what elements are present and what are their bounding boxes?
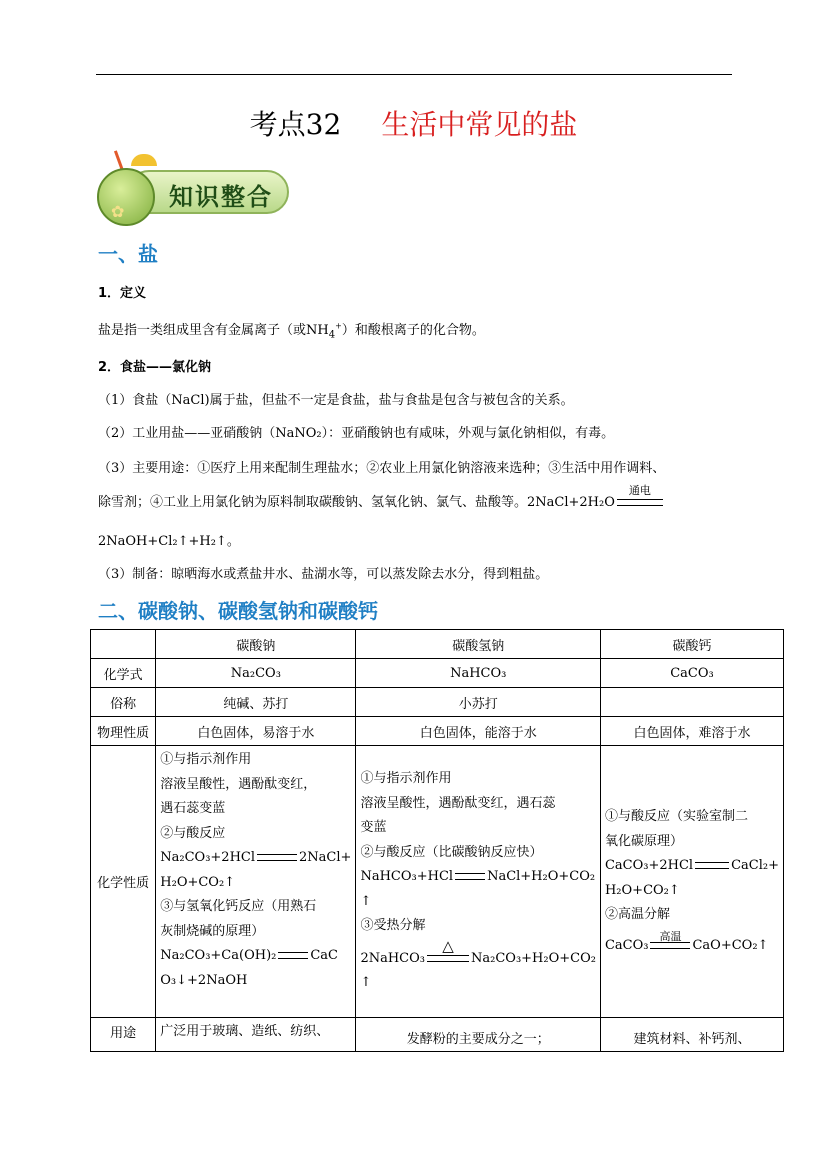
table-cell: CaCO₃ <box>600 659 783 688</box>
definition-text <box>98 319 485 341</box>
salt-line-5: 2NaOH+Cl₂↑+H₂↑。 <box>98 534 240 549</box>
cell-line: H₂O+CO₂↑ <box>604 882 680 898</box>
table-cell: 广泛用于玻璃、造纸、纺织、 <box>156 1018 356 1052</box>
cell-line: ②高温分解 <box>604 907 670 922</box>
cell-line <box>160 944 351 969</box>
equation-right: NaCl+H₂O+CO₂ <box>487 869 596 885</box>
equals-sign <box>455 873 485 880</box>
ion-sup: + <box>335 321 342 331</box>
salt-line-1: （1）食盐（NaCl)属于盐，但盐不一定是食盐，盐与食盐是包含与被包含的关系。 <box>98 393 574 408</box>
table-cell <box>356 746 601 1018</box>
flower-icon: ✿ <box>111 202 125 221</box>
equation-left: CaCO₃ <box>604 937 649 953</box>
cell-line: ③与氢氧化钙反应（用熟石 <box>160 899 317 914</box>
row-label: 俗称 <box>91 688 156 717</box>
row-label: 物理性质 <box>91 717 156 746</box>
table-row <box>91 688 784 717</box>
table-row <box>91 659 784 688</box>
definition-title: 1．定义 <box>98 286 147 301</box>
table-cell: 纯碱、苏打 <box>156 688 356 717</box>
cell-line: ①与指示剂作用 <box>360 771 452 787</box>
column-header: 碳酸钙 <box>600 630 783 659</box>
table-cell: 建筑材料、补钙剂、 <box>600 1018 783 1052</box>
badge-label: 知识整合 <box>169 183 273 211</box>
table-cell <box>600 688 783 717</box>
cell-line: 灰制烧碱的原理） <box>160 923 265 939</box>
equation-left: Na₂CO₃+2HCl <box>160 850 256 865</box>
equation-right: 2NaCl+ <box>299 850 352 865</box>
definition-text-a: 盐是指一类组成里含有金属离子（或 <box>98 323 307 338</box>
cell-line: O₃↓+2NaOH <box>160 972 248 988</box>
cell-line: ③受热分解 <box>360 918 426 934</box>
knowledge-badge <box>97 150 287 224</box>
equals-sign <box>617 484 663 506</box>
table-row <box>91 717 784 746</box>
table-cell: 白色固体，能溶于水 <box>356 717 601 746</box>
equals-sign <box>427 936 469 962</box>
equation-left: CaCO₃+2HCl <box>604 858 694 873</box>
table-cell: Na₂CO₃ <box>156 659 356 688</box>
header-rule <box>96 74 732 75</box>
section1-heading: 一、盐 <box>98 242 158 266</box>
cell-line: ②与酸反应（比碳酸钠反应快） <box>360 844 543 860</box>
table-row <box>91 630 784 659</box>
row-label: 用途 <box>91 1018 156 1052</box>
high-temp-condition: 高温 <box>659 929 682 943</box>
coconut-icon <box>97 168 155 226</box>
table-cell: 发酵粉的主要成分之一； <box>356 1018 601 1052</box>
equation-left: 2NaHCO₃ <box>360 950 425 966</box>
table-cell <box>600 746 783 1018</box>
table-cell <box>156 746 356 1018</box>
equation-right: CaO+CO₂↑ <box>692 937 769 953</box>
salt-line-2: （2）工业用盐——亚硝酸钠（NaNO₂）：亚硝酸钠也有咸味，外观与氯化钠相似，有毒。 <box>98 426 615 441</box>
table-cell <box>91 630 156 659</box>
cell-line: ↑ <box>360 893 372 909</box>
equals-sign <box>695 862 729 869</box>
cell-line: ②与酸反应 <box>160 825 226 841</box>
column-header: 碳酸钠 <box>156 630 356 659</box>
table-row <box>91 746 784 1018</box>
equals-sign <box>650 929 690 949</box>
salt-line-4 <box>98 484 665 510</box>
section2-heading: 二、碳酸钠、碳酸氢钠和碳酸钙 <box>98 599 378 623</box>
title-number: 考点32 <box>249 108 342 141</box>
cell-line: 溶液呈酸性，遇酚酞变红， <box>160 776 317 792</box>
equation-left: NaHCO₃+HCl <box>360 869 454 885</box>
column-header: 碳酸氢钠 <box>356 630 601 659</box>
table-cell: NaHCO₃ <box>356 659 601 688</box>
cell-line <box>604 929 779 959</box>
equation-left: Na₂CO₃+Ca(OH)₂ <box>160 948 277 963</box>
umbrella-icon <box>131 154 157 166</box>
page-title <box>0 103 827 143</box>
ammonium-ion <box>306 321 342 341</box>
cell-line <box>360 865 596 890</box>
table-cell: 白色固体，易溶于水 <box>156 717 356 746</box>
table-cell: 白色固体，难溶于水 <box>600 717 783 746</box>
heat-condition: △ <box>442 936 454 955</box>
ion-symbol: NH <box>306 323 329 338</box>
cell-line: H₂O+CO₂↑ <box>160 874 236 890</box>
row-label: 化学性质 <box>91 746 156 1018</box>
cell-line: 氧化碳原理） <box>604 833 683 849</box>
cell-line: ①与酸反应（实验室制二 <box>604 809 748 824</box>
definition-text-b: ）和酸根离子的化合物。 <box>341 323 485 338</box>
table-row <box>91 1018 784 1052</box>
cell-line <box>605 854 779 879</box>
title-name: 生活中常见的盐 <box>381 108 578 141</box>
salt-title: 2．食盐——氯化钠 <box>98 360 212 375</box>
equation-right: CaC <box>310 948 339 963</box>
cell-line: ①与指示剂作用 <box>160 752 252 767</box>
cell-line: ↑ <box>360 975 372 991</box>
ion-sub: 4 <box>328 329 336 341</box>
salt-line-4-text: 除雪剂；④工业上用氯化钠为原料制取碳酸钠、氢氧化钠、氯气、盐酸等。2NaCl+2H₂O <box>98 495 615 510</box>
electrolysis-condition: 通电 <box>628 484 651 497</box>
salt-line-6: （3）制备：晾晒海水或煮盐井水、盐湖水等，可以蒸发除去水分，得到粗盐。 <box>98 567 549 582</box>
row-label: 化学式 <box>91 659 156 688</box>
cell-line <box>160 846 351 871</box>
cell-line <box>360 936 596 972</box>
cell-line: 变蓝 <box>360 820 387 836</box>
salt-line-3: （3）主要用途：①医疗上用来配制生理盐水；②农业上用氯化钠溶液来选种；③生活中用作调料、 <box>98 461 666 476</box>
table-cell: 小苏打 <box>356 688 601 717</box>
equation-right: CaCl₂+ <box>731 858 779 873</box>
cell-line: 遇石蕊变蓝 <box>160 801 226 816</box>
carbonate-table <box>90 629 784 1052</box>
equals-sign <box>257 854 297 861</box>
cell-line: 溶液呈酸性，遇酚酞变红，遇石蕊 <box>360 795 556 811</box>
equation-right: Na₂CO₃+H₂O+CO₂ <box>471 950 596 966</box>
equals-sign <box>278 952 308 959</box>
